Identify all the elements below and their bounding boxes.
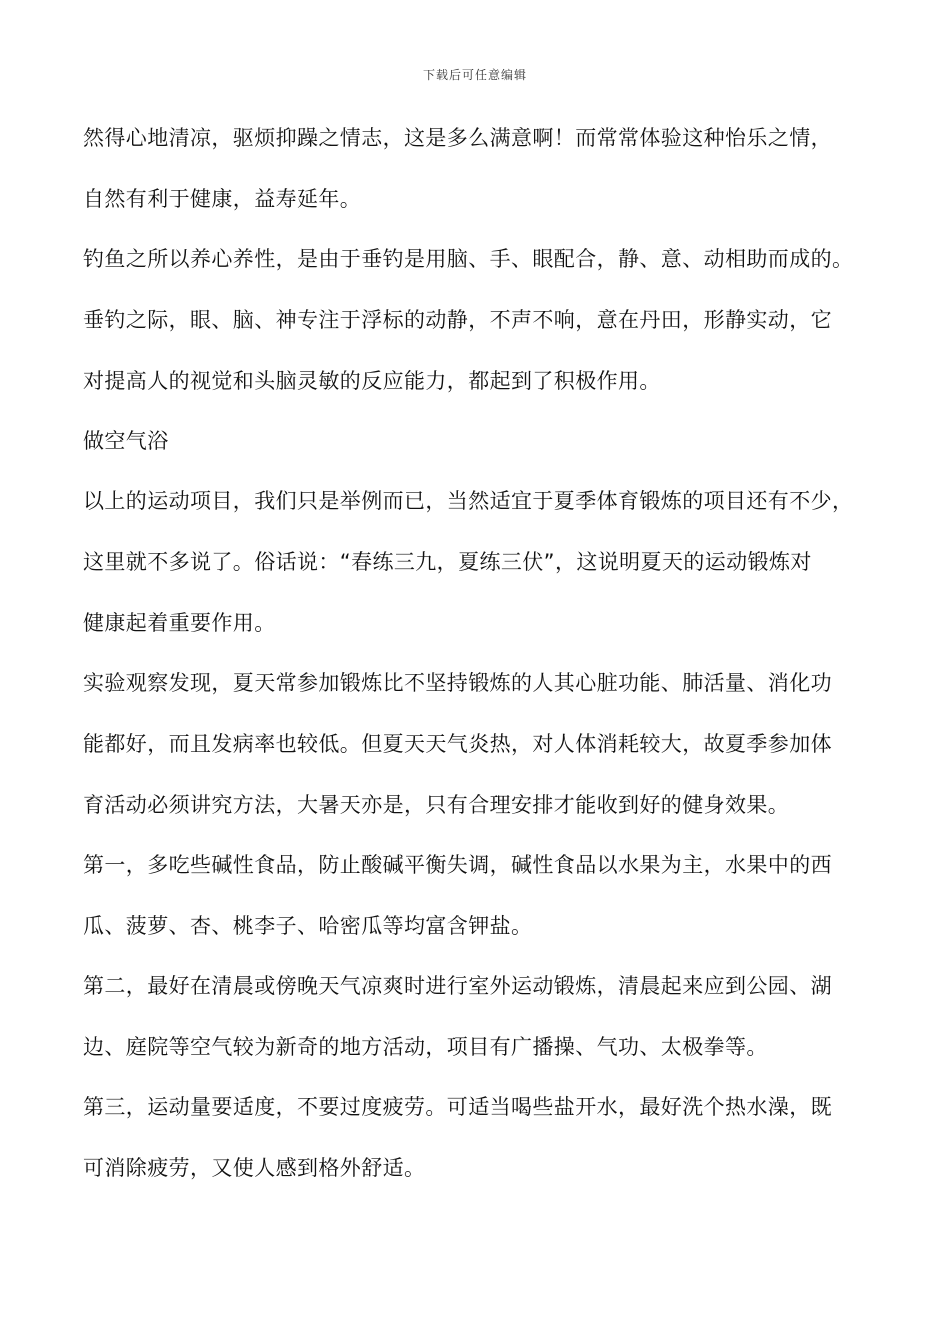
text-line: 以上的运动项目，我们只是举例而已，当然适宜于夏季体育锻炼的项目还有不少，: [83, 489, 854, 513]
text-line: 自然有利于健康，益寿延年。: [83, 187, 362, 211]
text-line: 健康起着重要作用。: [83, 611, 276, 635]
text-line: 第二，最好在清晨或傍晚天气凉爽时进行室外运动锻炼，清晨起来应到公园、湖: [83, 974, 832, 998]
text-line: 实验观察发现，夏天常参加锻炼比不坚持锻炼的人其心脏功能、肺活量、消化功: [83, 671, 832, 695]
text-line: 育活动必须讲究方法，大暑天亦是，只有合理安排才能收到好的健身效果。: [83, 793, 790, 817]
text-line: 第三，运动量要适度，不要过度疲劳。可适当喝些盐开水，最好洗个热水澡，既: [83, 1095, 832, 1119]
text-line: 瓜、菠萝、杏、桃李子、哈密瓜等均富含钾盐。: [83, 914, 533, 938]
text-line: 垂钓之际，眼、脑、神专注于浮标的动静，不声不响，意在丹田，形静实动，它: [83, 308, 832, 332]
text-line: 钓鱼之所以养心养性，是由于垂钓是用脑、手、眼配合，静、意、动相助而成的。: [83, 247, 854, 271]
text-line: 能都好，而且发病率也较低。但夏天天气炎热，对人体消耗较大，故夏季参加体: [83, 732, 832, 756]
text-line: 第一，多吃些碱性食品，防止酸碱平衡失调，碱性食品以水果为主，水果中的西: [83, 853, 832, 877]
text-line: 然得心地清凉，驱烦抑躁之情志，这是多么满意啊！而常常体验这种怡乐之情，: [83, 126, 832, 150]
section-heading: 做空气浴: [83, 429, 169, 453]
text-line: 对提高人的视觉和头脑灵敏的反应能力，都起到了积极作用。: [83, 369, 661, 393]
text-line: 可消除疲劳，又使人感到格外舒适。: [83, 1156, 426, 1180]
text-line: 这里就不多说了。俗话说：“春练三九，夏练三伏”，这说明夏天的运动锻炼对: [83, 550, 812, 574]
text-line: 边、庭院等空气较为新奇的地方活动，项目有广播操、气功、太极拳等。: [83, 1035, 768, 1059]
page-header: 下载后可任意编辑: [422, 68, 527, 82]
